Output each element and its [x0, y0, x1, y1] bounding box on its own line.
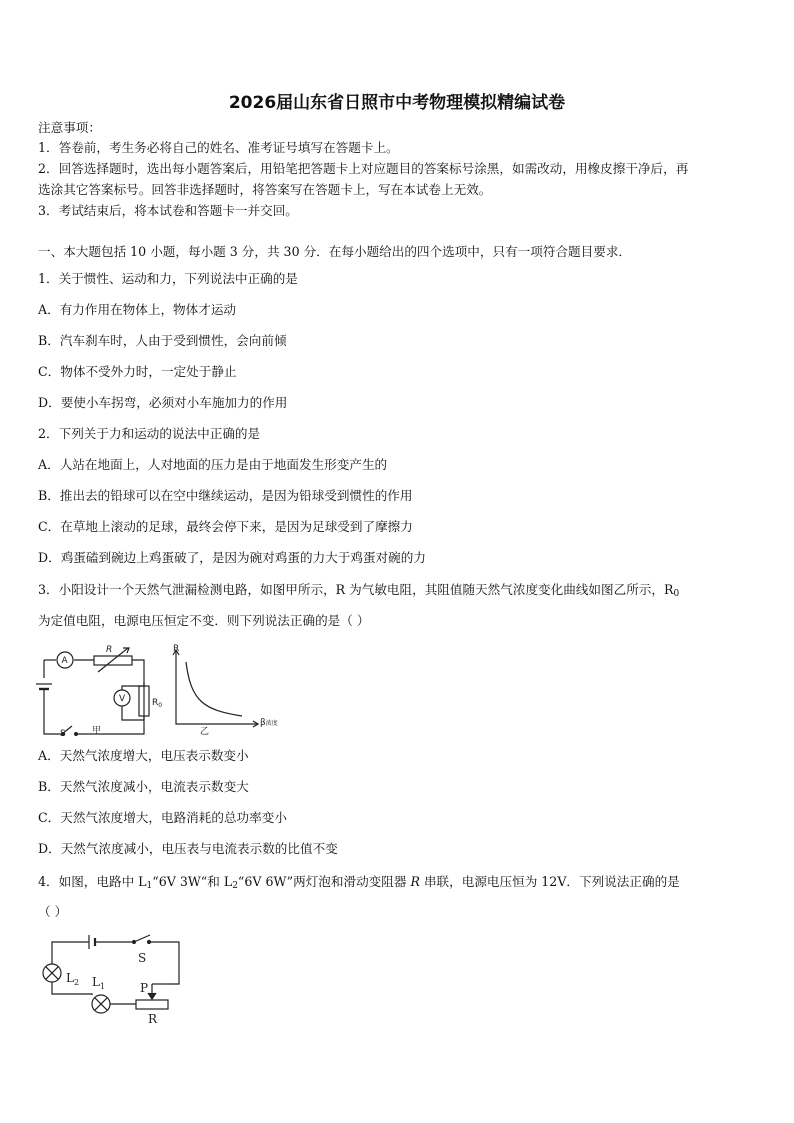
- axis-y-label: R: [173, 644, 180, 654]
- rheostat-label: R: [148, 1012, 158, 1026]
- notice-heading: 注意事项：: [38, 120, 101, 135]
- voltmeter-label: V: [119, 694, 126, 704]
- option: C．物体不受外力时，一定处于静止: [38, 364, 237, 379]
- question-stem: 为定值电阻，电源电压恒定不变．则下列说法正确的是（ ）: [38, 613, 370, 628]
- switch-label: S: [60, 729, 66, 738]
- notice-item: 选涂其它答案标号。回答非选择题时，将答案写在答题卡上，写在本试卷上无效。: [38, 182, 492, 197]
- notice-item: 3．考试结束后，将本试卷和答题卡一并交回。: [38, 203, 298, 218]
- option: D．鸡蛋磕到碗边上鸡蛋破了，是因为碗对鸡蛋的力大于鸡蛋对碗的力: [38, 550, 426, 565]
- option: B．汽车刹车时，人由于受到惯性，会向前倾: [38, 333, 287, 348]
- exam-title: 2026届山东省日照市中考物理模拟精编试卷: [228, 93, 566, 113]
- resistor-label: R: [106, 645, 113, 655]
- figure-jia-label: 甲: [92, 726, 102, 736]
- q3-circuit-figure: [36, 642, 296, 738]
- question-paren: （ ）: [38, 904, 68, 919]
- notice-item: 1．答卷前，考生务必将自己的姓名、准考证号填写在答题卡上。: [38, 140, 399, 155]
- figure-yi-label: 乙: [200, 727, 210, 737]
- option: B．推出去的铅球可以在空中继续运动，是因为铅球受到惯性的作用: [38, 488, 413, 503]
- option: C．天然气浓度增大，电路消耗的总功率变小: [38, 810, 287, 825]
- r0-label: $R_0$: [152, 698, 163, 709]
- switch-label: S: [138, 951, 147, 965]
- ammeter-label: A: [61, 656, 68, 666]
- section-heading: 一、本大题包括 10 小题，每小题 3 分，共 30 分．在每小题给出的四个选项中，只有一项符合题目要求．: [38, 244, 632, 259]
- axis-x-label: β浓度: [260, 718, 278, 728]
- slider-label: P: [140, 981, 149, 995]
- option: A．有力作用在物体上，物体才运动: [38, 302, 237, 317]
- rheostat-icon: [136, 1000, 168, 1009]
- notice-item: 2．回答选择题时，选出每小题答案后，用铅笔把答题卡上对应题目的答案标号涂黑，如需改动，用橡皮擦干净后，再: [38, 161, 689, 176]
- option: D．天然气浓度减小，电压表与电流表示数的比值不变: [38, 841, 338, 856]
- option: B．天然气浓度减小，电流表示数变大: [38, 779, 249, 794]
- option: A．人站在地面上，人对地面的压力是由于地面发生形变产生的: [38, 457, 388, 472]
- option: D．要使小车拐弯，必须对小车施加力的作用: [38, 395, 288, 410]
- option: A．天然气浓度增大，电压表示数变小: [38, 748, 249, 763]
- q4-circuit-figure: [34, 934, 194, 1028]
- question-stem: 1．关于惯性、运动和力，下列说法中正确的是: [38, 271, 298, 286]
- question-stem: 4．如图，电路中 $L_1“6V$ 3W“和 $L_2“6V$ 6W”两灯泡和滑动变阻器 R 串联，电源电压恒为 12V．下列说法正确的是: [38, 874, 680, 891]
- option: C．在草地上滚动的足球，最终会停下来，是因为足球受到了摩擦力: [38, 519, 413, 534]
- lamp-l2-label: $L_2$: [66, 971, 80, 987]
- resistance-curve: [186, 662, 242, 716]
- lamp-l1-label: $L_1$: [92, 975, 106, 991]
- question-stem: 3．小阳设计一个天然气泄漏检测电路，如图甲所示，R 为气敏电阻，其阻值随天然气浓度变化曲线如图乙所示，$R_0$: [38, 582, 680, 599]
- question-stem: 2．下列关于力和运动的说法中正确的是: [38, 426, 261, 441]
